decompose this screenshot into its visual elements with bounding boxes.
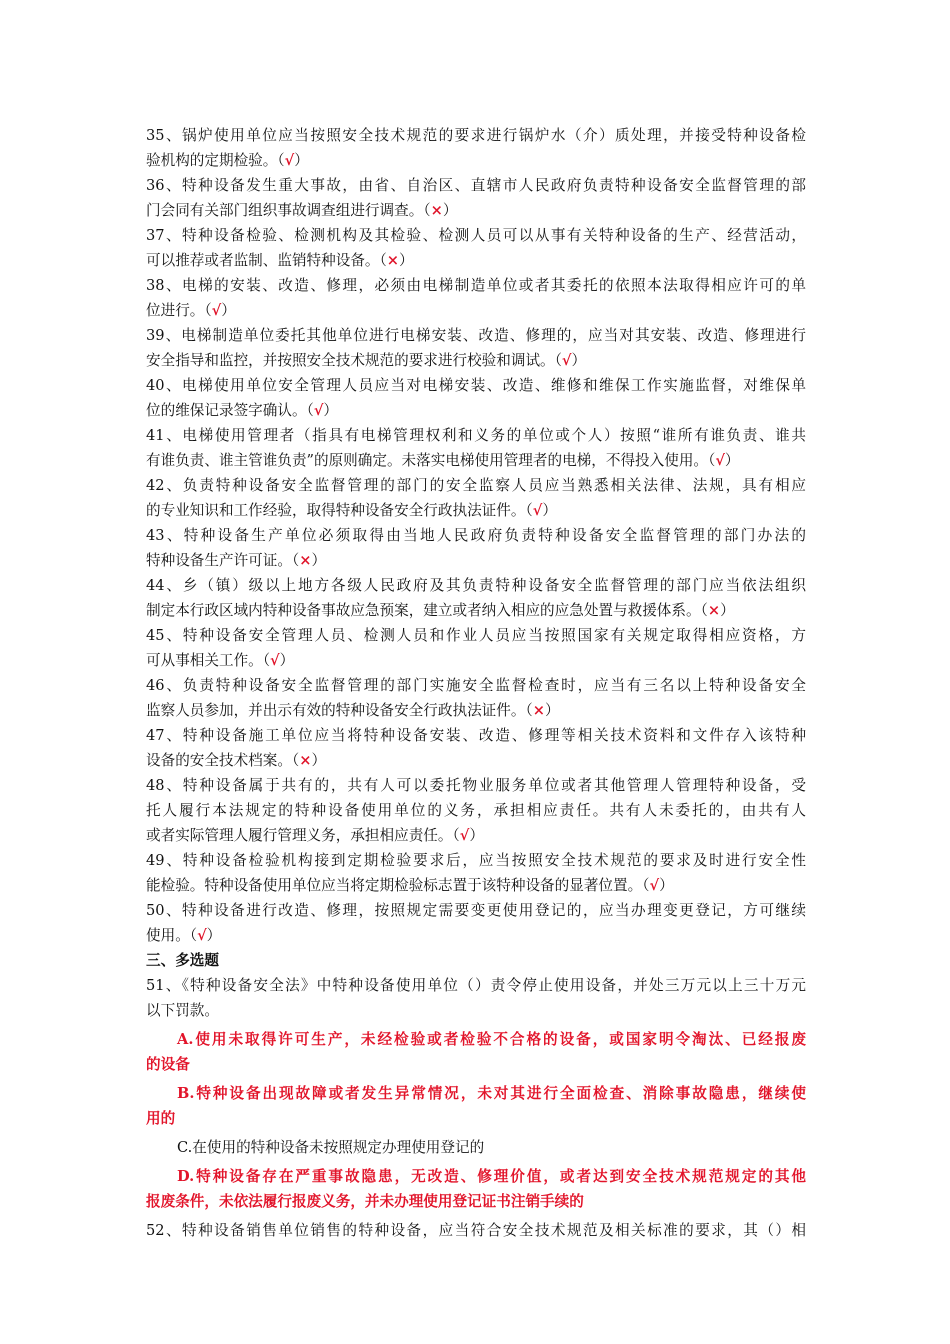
question-text: 使用。（ (146, 927, 198, 944)
question-item (146, 848, 806, 898)
check-mark-icon: √ (715, 452, 725, 469)
question-line (146, 323, 806, 348)
question-line (146, 723, 806, 748)
question-51 (146, 973, 806, 1214)
question-text: 或者实际管理人履行管理义务，承担相应责任。（ (146, 827, 460, 844)
question-line (146, 748, 806, 773)
question-item (146, 673, 806, 723)
question-text: 可从事相关工作。（ (146, 652, 271, 669)
question-item (146, 723, 806, 773)
answer-paren-close: ） (542, 502, 557, 519)
question-line (146, 123, 806, 148)
question-text: 监察人员参加，并出示有效的特种设备安全行政执法证件。（ (146, 702, 533, 719)
check-mark-icon: √ (284, 152, 295, 169)
question-line: 51、《特种设备安全法》中特种设备使用单位（）责令停止使用设备，并处三万元以上三十万元 (146, 977, 806, 994)
question-item (146, 473, 806, 523)
question-item (146, 173, 806, 223)
question-item (146, 623, 806, 673)
question-line (146, 348, 806, 373)
question-item (146, 898, 806, 948)
answer-paren-close: ） (311, 752, 327, 769)
question-line (146, 573, 806, 598)
question-line (146, 598, 806, 623)
cross-mark-icon: × (299, 752, 312, 769)
question-text: 41、电梯使用管理者（指具有电梯管理权利和义务的单位或个人）按照“谁所有谁负责、谁共 (146, 427, 806, 444)
question-text: 的专业知识和工作经验，取得特种设备安全行政执法证件。（ (146, 502, 533, 519)
answer-paren-close: ） (206, 927, 222, 944)
question-text: 设备的安全技术档案。（ (146, 752, 300, 769)
question-text: 位的维保记录签字确认。（ (146, 402, 314, 419)
question-text: 38、电梯的安装、改造、修理，必须由电梯制造单位或者其委托的依照本法取得相应许可的单 (146, 277, 806, 294)
answer-paren-close: ） (469, 827, 484, 844)
question-text: 托人履行本法规定的特种设备使用单位的义务，承担相应责任。共有人未委托的，由共有人 (146, 802, 806, 819)
true-false-questions (146, 123, 806, 948)
question-line (146, 198, 806, 223)
question-item (146, 123, 806, 173)
question-line (146, 648, 806, 673)
question-line (146, 448, 806, 473)
check-mark-icon: √ (649, 877, 660, 894)
answer-paren-close: ） (294, 152, 309, 169)
question-text: 有谁负责、谁主管谁负责”的原则确定。未落实电梯使用管理者的电梯，不得投入使用。（ (146, 452, 716, 469)
question-text: 能检验。特种设备使用单位应当将定期检验标志置于该特种设备的显著位置。（ (146, 877, 650, 894)
question-line (146, 473, 806, 498)
answer-paren-close: ） (544, 702, 560, 719)
question-text: 安全指导和监控，并按照安全技术规范的要求进行校验和调试。（ (146, 352, 562, 369)
check-mark-icon: √ (459, 827, 470, 844)
question-line (146, 923, 806, 948)
question-line (146, 423, 806, 448)
question-text: 50、特种设备进行改造、修理，按照规定需要变更使用登记的，应当办理变更登记，方可继续 (146, 902, 806, 919)
question-line (146, 698, 806, 723)
question-text: 40、电梯使用单位安全管理人员应当对电梯安装、改造、维修和维保工作实施监督，对维保单 (146, 377, 806, 394)
question-text: 47、特种设备施工单位应当将特种设备安装、改造、修理等相关技术资料和文件存入该特种 (146, 727, 806, 744)
question-text: 42、负责特种设备安全监督管理的部门的安全监察人员应当熟悉相关法律、法规，具有相应 (146, 477, 806, 494)
question-item (146, 223, 806, 273)
cross-mark-icon: × (532, 702, 545, 719)
option-correct-line: 报废条件，未依法履行报废义务，并未办理使用登记证书注销手续的 (146, 1193, 584, 1210)
question-text: 门会同有关部门组织事故调查组进行调查。（ (146, 202, 431, 219)
option-correct-line: B.特种设备出现故障或者发生异常情况，未对其进行全面检查、消除事故隐患，继续使 (177, 1085, 806, 1102)
question-text: 35、锅炉使用单位应当按照安全技术规范的要求进行锅炉水（介）质处理，并接受特种设备检 (146, 127, 806, 144)
answer-paren-close: ） (724, 452, 740, 469)
question-line: 以下罚款。 (146, 1002, 219, 1019)
question-line (146, 398, 806, 423)
question-text: 49、特种设备检验机构接到定期检验要求后，应当按照安全技术规范的要求及时进行安全性 (146, 852, 806, 869)
question-line (146, 148, 806, 173)
option-item (146, 1135, 806, 1160)
question-text: 44、乡（镇）级以上地方各级人民政府及其负责特种设备安全监督管理的部门应当依法组织 (146, 577, 806, 594)
question-line (146, 548, 806, 573)
question-item (146, 773, 806, 848)
option-item (146, 1164, 806, 1214)
question-line: 52、特种设备销售单位销售的特种设备，应当符合安全技术规范及相关标准的要求，其（）相 (146, 1222, 806, 1239)
question-item (146, 423, 806, 473)
check-mark-icon: √ (561, 352, 572, 369)
question-text: 48、特种设备属于共有的，共有人可以委托物业服务单位或者其他管理人管理特种设备，受 (146, 777, 806, 794)
cross-mark-icon: × (386, 252, 400, 269)
option-line: C.在使用的特种设备未按照规定办理使用登记的 (177, 1139, 485, 1156)
option-correct-line: A.使用未取得许可生产，未经检验或者检验不合格的设备，或国家明令淘汰、已经报废 (177, 1031, 806, 1048)
question-line (146, 848, 806, 873)
check-mark-icon: √ (270, 652, 280, 669)
question-line (146, 273, 806, 298)
question-item (146, 323, 806, 373)
answer-paren-close: ） (221, 302, 236, 319)
answer-paren-close: ） (399, 252, 414, 269)
question-line (146, 173, 806, 198)
question-text: 验机构的定期检验。（ (146, 152, 285, 169)
option-item (146, 1027, 806, 1077)
check-mark-icon: √ (211, 302, 222, 319)
question-line (146, 873, 806, 898)
question-line (146, 373, 806, 398)
question-text: 46、负责特种设备安全监督管理的部门实施安全监督检查时，应当有三名以上特种设备安全 (146, 677, 806, 694)
question-line (146, 248, 806, 273)
question-line (146, 298, 806, 323)
cross-mark-icon: × (430, 202, 443, 219)
option-correct-line: D.特种设备存在严重事故隐患，无改造、修理价值，或者达到安全技术规范规定的其他 (177, 1168, 806, 1185)
answer-paren-close: ） (279, 652, 295, 669)
question-text: 39、电梯制造单位委托其他单位进行电梯安装、改造、修理的，应当对其安装、改造、修理进行 (146, 327, 806, 344)
cross-mark-icon: × (707, 602, 721, 619)
check-mark-icon: √ (532, 502, 543, 519)
question-item (146, 273, 806, 323)
question-52 (146, 1218, 806, 1243)
question-line (146, 798, 806, 823)
question-text: 位进行。（ (146, 302, 212, 319)
answer-paren-close: ） (323, 402, 339, 419)
question-text: 36、特种设备发生重大事故，由省、自治区、直辖市人民政府负责特种设备安全监督管理的部 (146, 177, 806, 194)
question-line (146, 623, 806, 648)
question-text: 43、特种设备生产单位必须取得由当地人民政府负责特种设备安全监督管理的部门办法的 (146, 527, 806, 544)
question-item (146, 373, 806, 423)
question-item (146, 573, 806, 623)
option-correct-line: 的设备 (146, 1056, 190, 1073)
question-line (146, 823, 806, 848)
option-item (146, 1081, 806, 1131)
question-line (146, 673, 806, 698)
question-line (146, 773, 806, 798)
answer-paren-close: ） (442, 202, 458, 219)
question-line (146, 898, 806, 923)
answer-paren-close: ） (720, 602, 735, 619)
question-line (146, 498, 806, 523)
answer-paren-close: ） (571, 352, 587, 369)
section-heading: 三、多选题 (146, 952, 219, 969)
question-text: 45、特种设备安全管理人员、检测人员和作业人员应当按照国家有关规定取得相应资格，方 (146, 627, 806, 644)
check-mark-icon: √ (197, 927, 207, 944)
question-line (146, 523, 806, 548)
option-correct-line: 用的 (146, 1110, 176, 1127)
question-text: 37、特种设备检验、检测机构及其检验、检测人员可以从事有关特种设备的生产、经营活动， (146, 227, 806, 244)
answer-paren-close: ） (311, 552, 327, 569)
question-item (146, 523, 806, 573)
question-text: 可以推荐或者监制、监销特种设备。（ (146, 252, 387, 269)
question-line (146, 223, 806, 248)
question-text: 制定本行政区域内特种设备事故应急预案，建立或者纳入相应的应急处置与救援体系。（ (146, 602, 708, 619)
answer-paren-close: ） (659, 877, 674, 894)
cross-mark-icon: × (299, 552, 312, 569)
question-text: 特种设备生产许可证。（ (146, 552, 300, 569)
check-mark-icon: √ (313, 402, 324, 419)
